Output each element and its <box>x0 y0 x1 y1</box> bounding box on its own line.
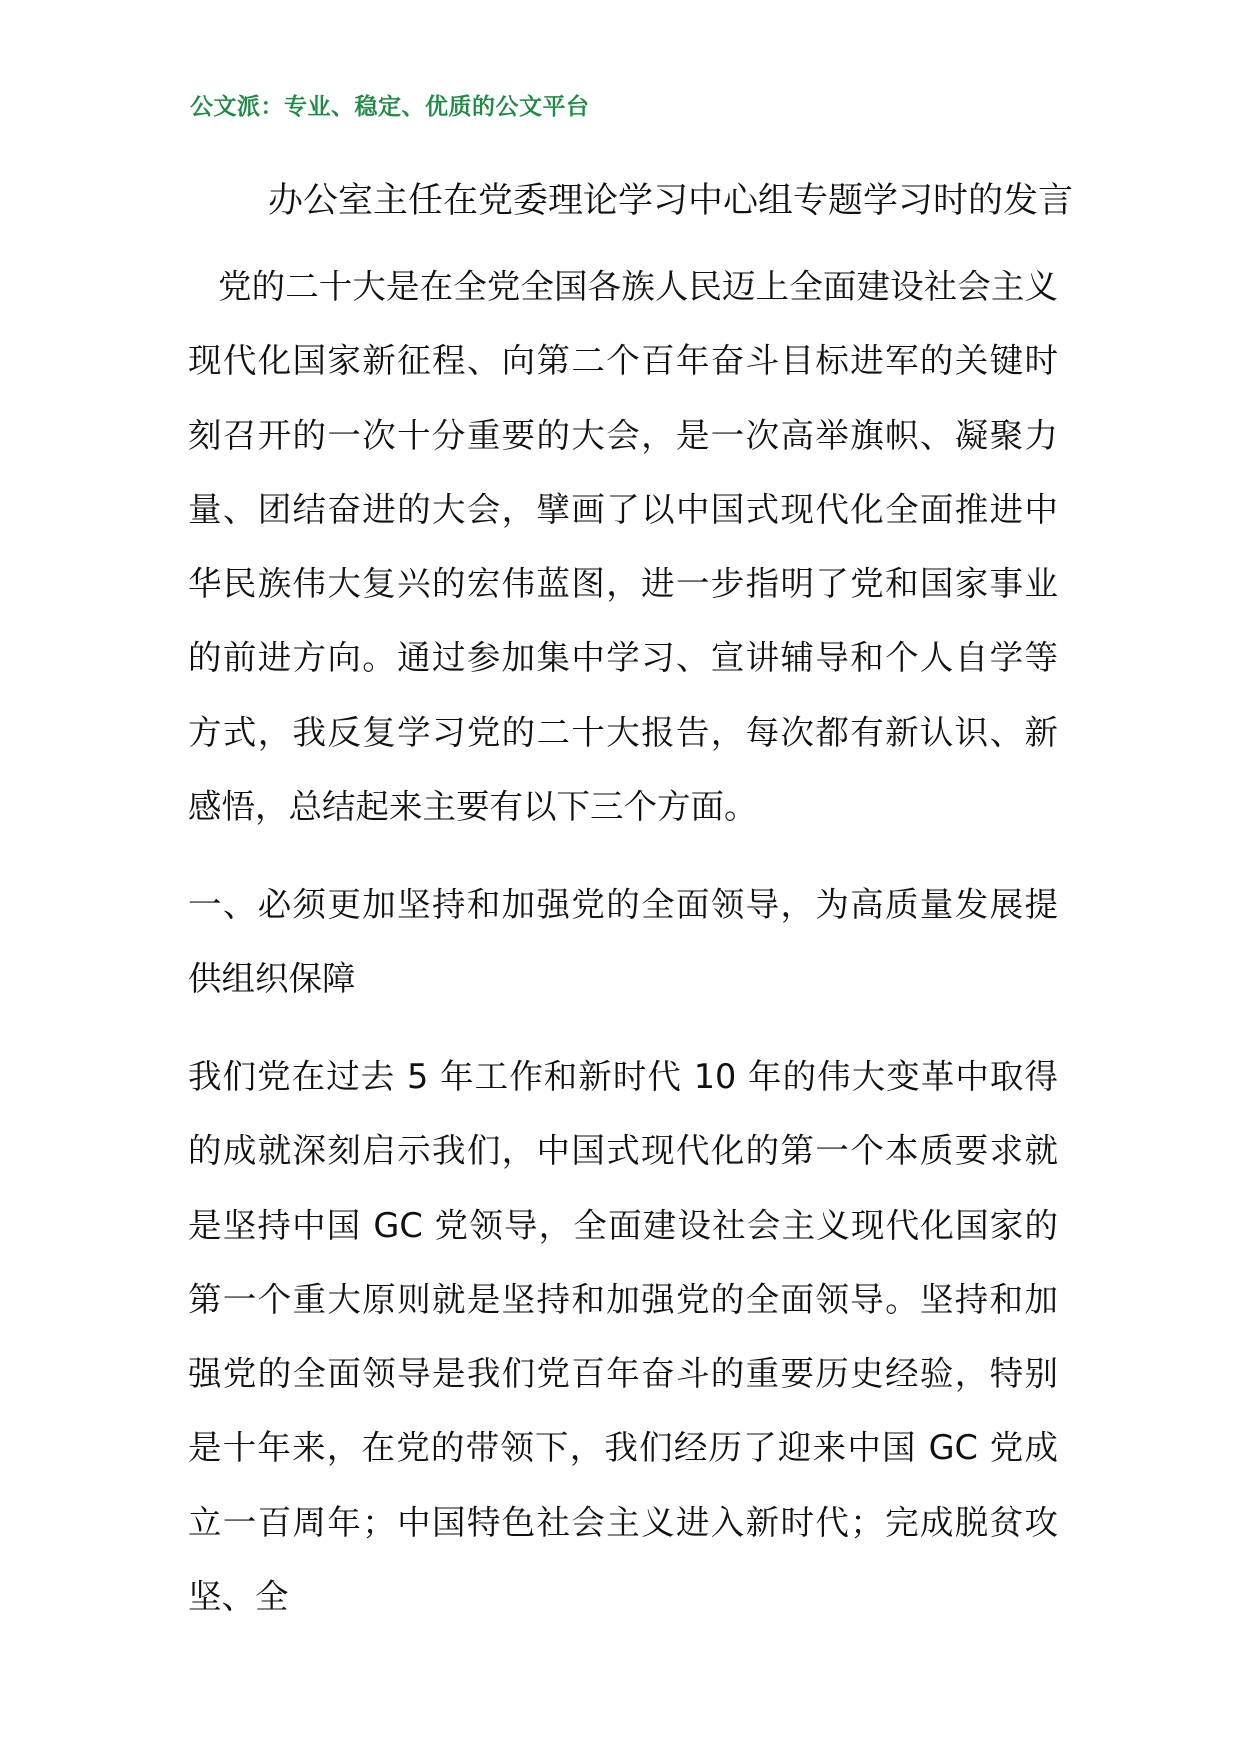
intro-paragraph: 党的二十大是在全党全国各族人民迈上全面建设社会主义现代化国家新征程、向第二个百年奋斗目标进军的关键时刻召开的一次十分重要的大会，是一次高举旗帜、凝聚力量、团结奋进的大会，擘画了以中国式现代化全面推进中华民族伟大复兴的宏伟蓝图，进一步指明了党和国家事业的前进方向。通过参加集中学习、宣讲辅导和个人自学等方式，我反复学习党的二十大报告，每次都有新认识、新感悟，总结起来主要有以下三个方面。 <box>188 267 1058 827</box>
section-heading: 一、必须更加坚持和加强党的全面领导，为高质量发展提供组织保障 <box>188 885 1058 999</box>
header-note: 公文派：专业、稳定、优质的公文平台 <box>190 94 590 120</box>
document-title: 办公室主任在党委理论学习中心组专题学习时的发言 <box>268 181 1074 221</box>
body-paragraph: 我们党在过去 5 年工作和新时代 10 年的伟大变革中取得的成就深刻启示我们，中国式现代化的第一个本质要求就是坚持中国 GC 党领导，全面建设社会主义现代化国家的第一个重大原则就是坚持和加强党的全面领导。坚持和加强党的全面领导是我们党百年奋斗的重要历史经验，特别是十年来，在党的带领下，我们经历了迎来中国 GC 党成立一百周年；中国特色社会主义进入新时代；完成脱贫攻坚、全 <box>188 1057 1058 1617</box>
